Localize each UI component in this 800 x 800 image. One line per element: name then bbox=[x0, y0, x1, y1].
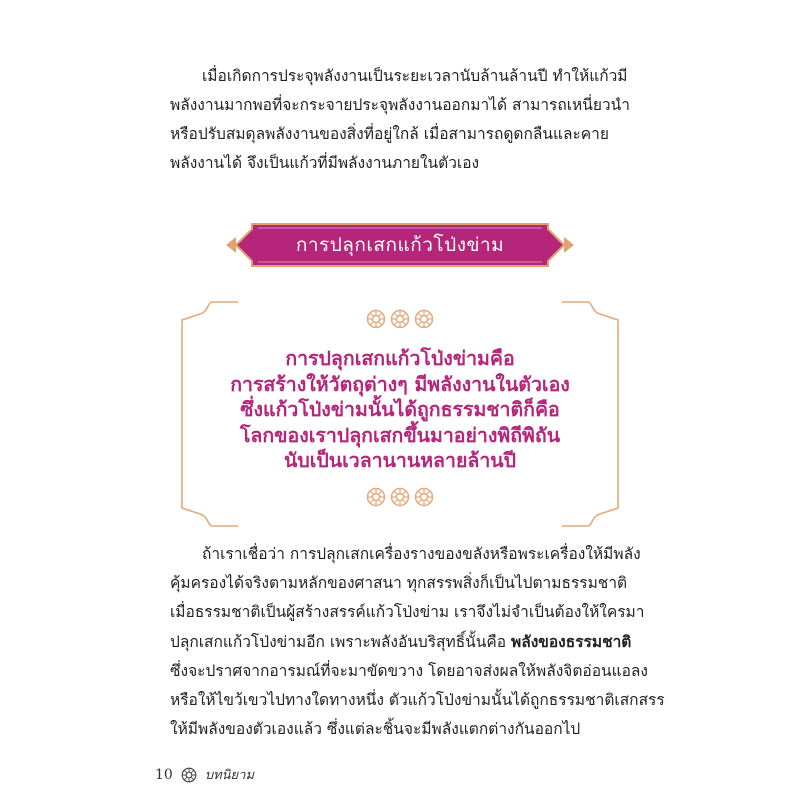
body-line bbox=[170, 627, 640, 657]
quote-line: การสร้างให้วัตถุต่างๆ มีพลังงานในตัวเอง bbox=[230, 372, 570, 396]
body-paragraph bbox=[170, 540, 665, 744]
page-footer bbox=[155, 764, 254, 785]
quote-line: ซึ่งแก้วโป่งข่ามนั้นได้ถูกธรรมชาติก็คือ bbox=[240, 398, 560, 421]
divider-ornament-bottom bbox=[340, 487, 460, 509]
body-line: ซึ่งจะปราศจากอารมณ์ที่จะมาขัดขวาง โดยอาจส่งผลให้พลังจิตอ่อนแอลง bbox=[170, 662, 648, 680]
divider-ornament-top bbox=[340, 309, 460, 331]
body-line: ถ้าเราเชื่อว่า การปลุกเสกเครื่องรางของขลังหรือพระเครื่องให้มีพลัง bbox=[202, 545, 641, 563]
flower-ornament-icon bbox=[366, 487, 386, 507]
flower-ornament-icon bbox=[414, 309, 434, 329]
intro-line: พลังงานมากพอที่จะกระจายประจุพลังงานออกมาได้ สามารถเหนี่ยวนำ bbox=[170, 96, 630, 114]
page-number: 10 bbox=[155, 766, 173, 783]
intro-line: หรือปรับสมดุลพลังงานของสิ่งที่อยู่ใกล้ เมื่อสามารถดูดกลืนและคาย bbox=[170, 125, 609, 143]
section-title: การปลุกเสกแก้วโป่งข่าม bbox=[295, 234, 505, 256]
body-line: หรือให้ไขว้เขวไปทางใดทางหนึ่ง ตัวแก้วโป่งข่ามนั้นได้ถูกธรรมชาติเสกสรร bbox=[170, 691, 665, 709]
flower-ornament-icon bbox=[181, 767, 197, 783]
bold-phrase: พลังของธรรมชาติ bbox=[510, 632, 632, 651]
flower-ornament-icon bbox=[390, 487, 410, 507]
intro-line: เมื่อเกิดการประจุพลังงานเป็นระยะเวลานับล้านล้านปี ทำให้แก้วมี bbox=[202, 67, 628, 85]
highlight-quote bbox=[190, 346, 610, 474]
body-line: คุ้มครองได้จริงตามหลักของศาสนา ทุกสรรพสิ่งก็เป็นไปตามธรรมชาติ bbox=[170, 574, 628, 592]
book-title: บทนิยาม bbox=[204, 768, 255, 783]
quote-line: การปลุกเสกแก้วโป่งข่ามคือ bbox=[285, 347, 515, 370]
flower-ornament-icon bbox=[390, 309, 410, 329]
flower-ornament-icon bbox=[366, 309, 386, 329]
flower-ornament-icon bbox=[414, 487, 434, 507]
body-line: ให้มีพลังของตัวเองแล้ว ซึ่งแต่ละชิ้นจะมีพลังแตกต่างกันออกไป bbox=[170, 720, 581, 738]
quote-line: นับเป็นเวลานานหลายล้านปี bbox=[284, 449, 516, 472]
body-line-text: ปลุกเสกแก้วโป่งข่ามอีก เพราะพลังอันบริสุทธิ์นั้นคือ bbox=[170, 633, 511, 651]
body-line: เมื่อธรรมชาติเป็นผู้สร้างสรรค์แก้วโป่งข่าม เราจึงไม่จำเป็นต้องให้ใครมา bbox=[170, 603, 645, 621]
quote-line: โลกของเราปลุกเสกขึ้นมาอย่างพิถีพิถัน bbox=[239, 423, 561, 447]
intro-line: พลังงานได้ จึงเป็นแก้วที่มีพลังงานภายในตัวเอง bbox=[170, 154, 480, 172]
